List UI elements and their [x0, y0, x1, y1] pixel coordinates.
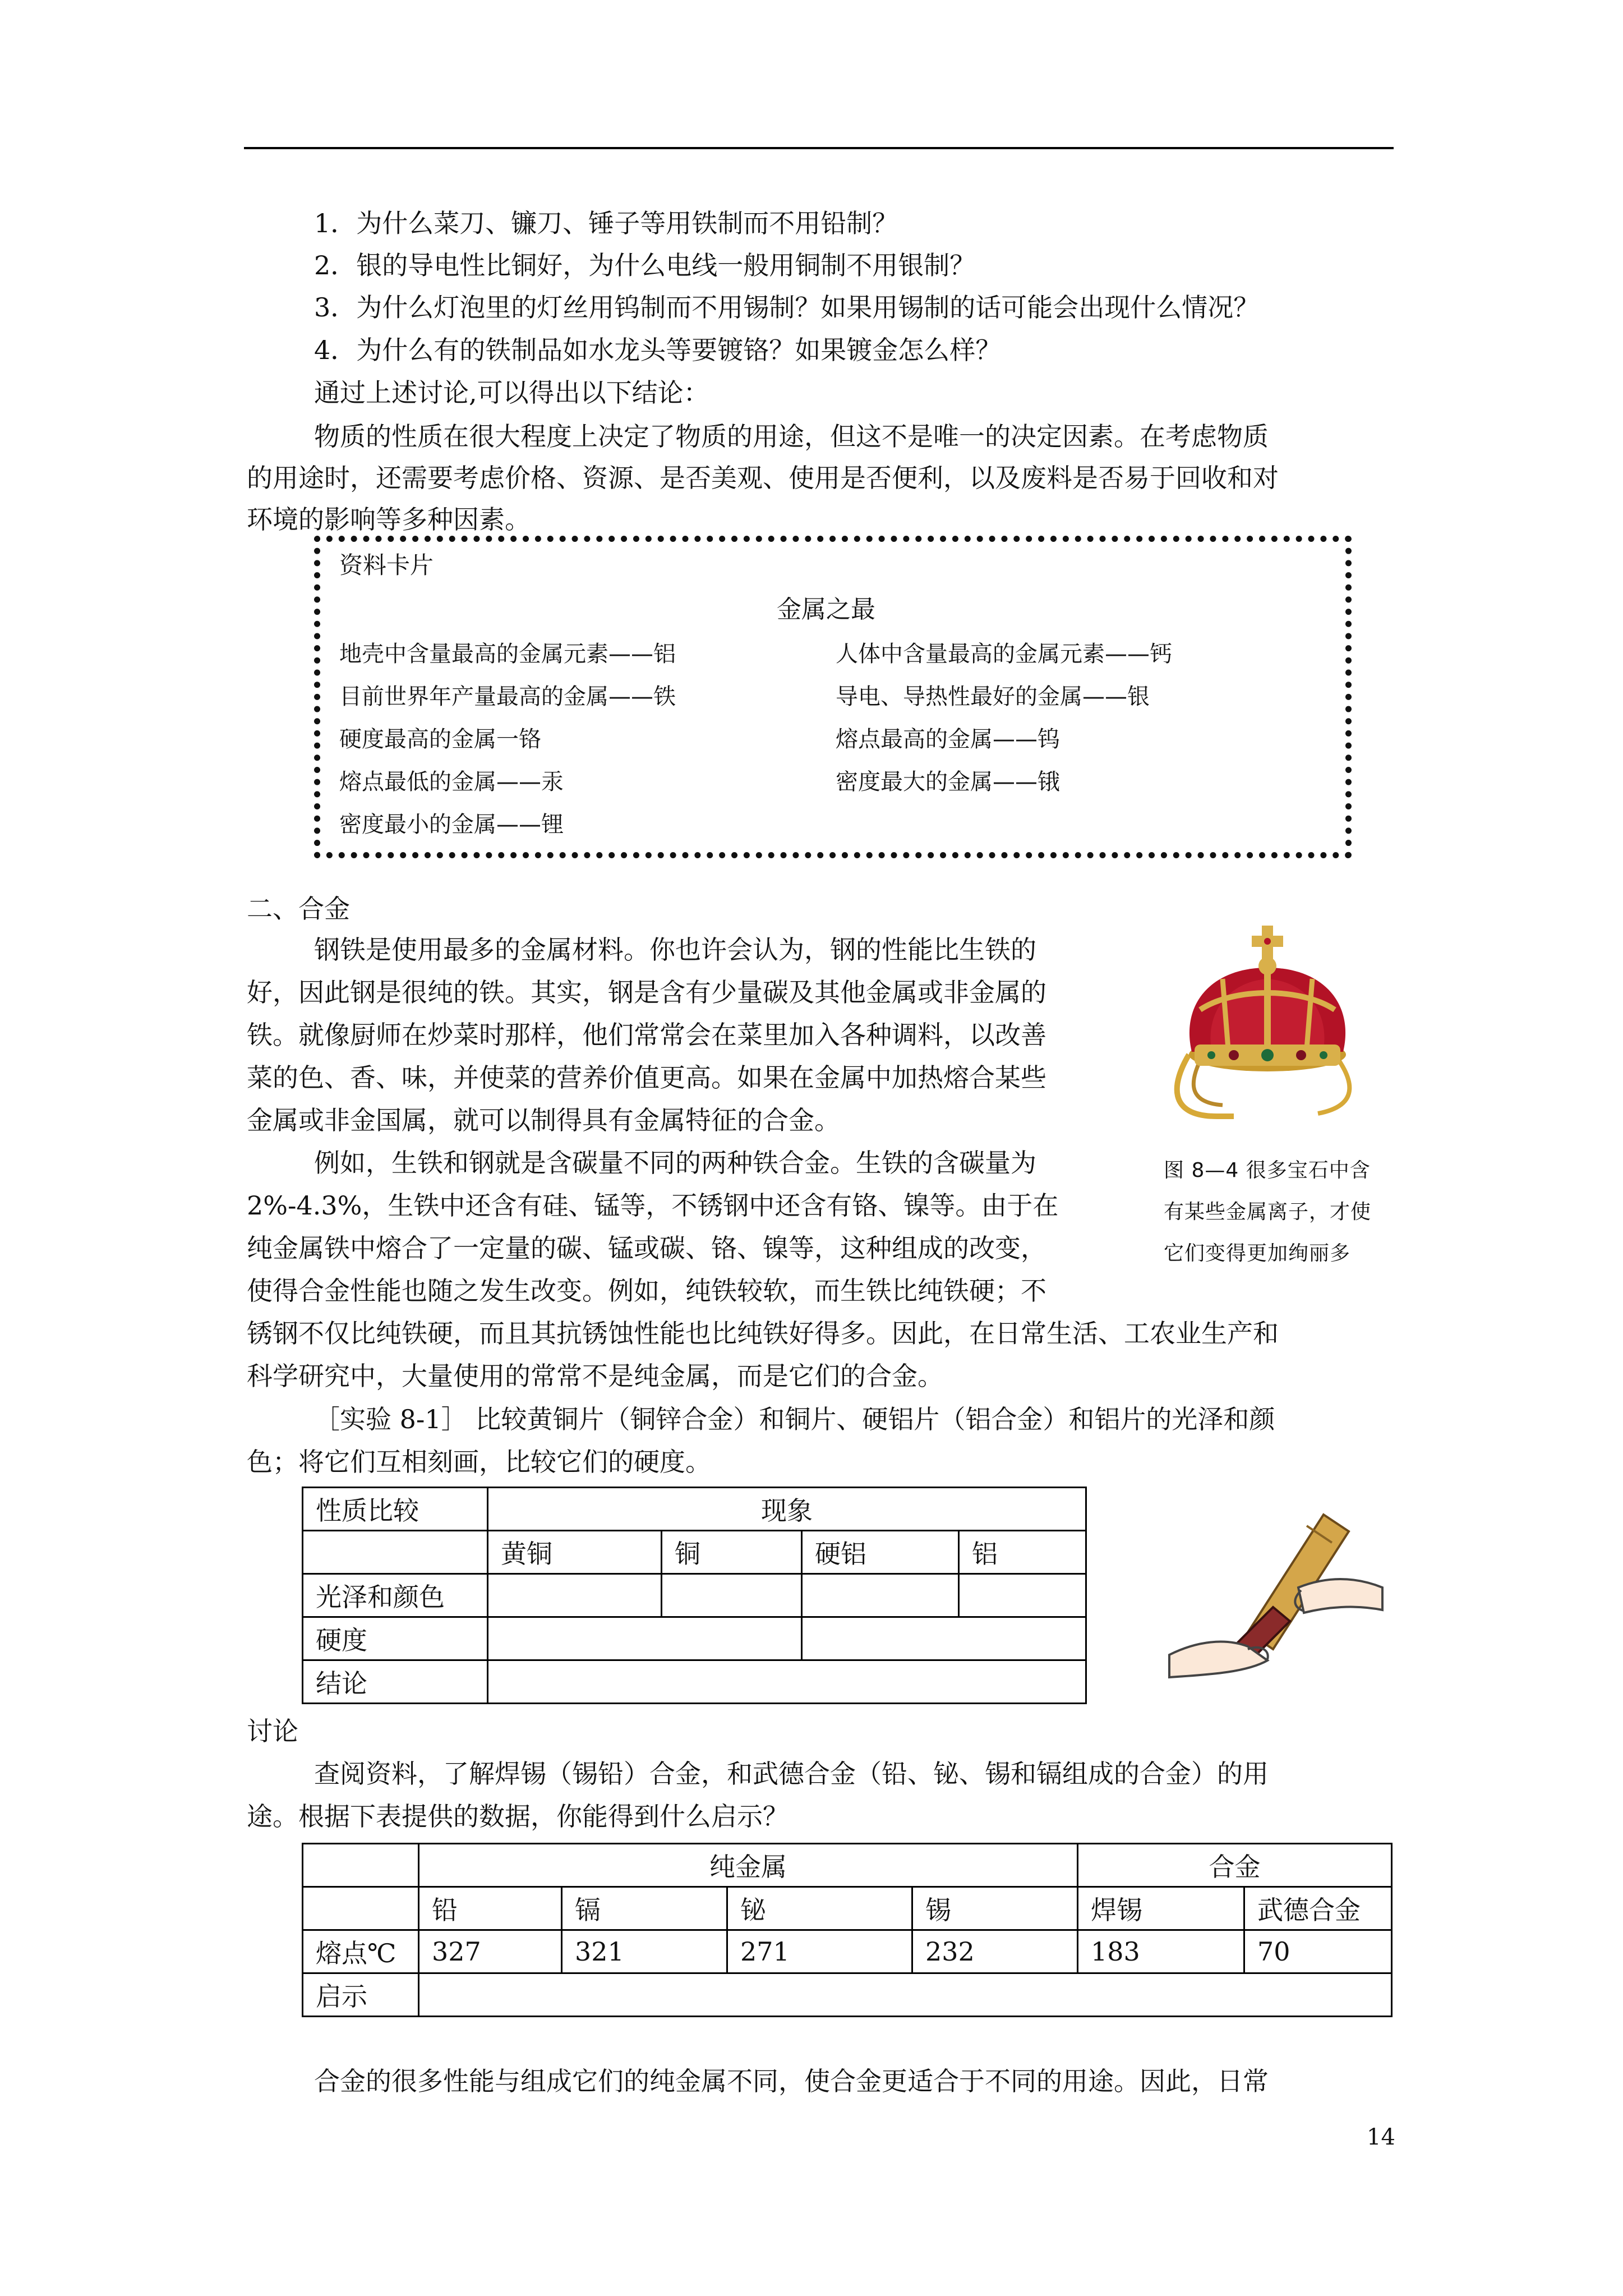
figure-caption-1: 图 8—4 很多宝石中含: [1164, 1159, 1371, 1182]
info-left-4: 熔点最低的金属——汞: [339, 769, 564, 795]
info-left-1: 地壳中含量最高的金属元素——铝: [339, 641, 676, 667]
discussion-line-1: 查阅资料，了解焊锡（锡铅）合金，和武德合金（铅、铋、锡和镉组成的合金）的用: [314, 1759, 1269, 1789]
figure-caption-2: 有某些金属离子，才使: [1164, 1200, 1372, 1223]
alloy-line-8: 纯金属铁中熔合了一定量的碳、锰或碳、铬、镍等，这种组成的改变，: [247, 1233, 1046, 1263]
table2-col-2: 镉: [562, 1887, 727, 1930]
alloy-line-7: 2%-4.3%，生铁中还含有硅、锰等，不锈钢中还含有铬、镍等。由于在: [247, 1190, 1059, 1221]
info-card-title: 金属之最: [777, 595, 875, 624]
table-cell: [488, 1617, 802, 1660]
table-cell: [488, 1660, 1086, 1704]
table1-header: 性质比较: [303, 1488, 488, 1531]
experiment-line-1: ［实验 8-1］ 比较黄铜片（铜锌合金）和铜片、硬铝片（铝合金）和铝片的光泽和颜: [314, 1404, 1275, 1434]
table1-row-2: 硬度: [303, 1617, 488, 1660]
page-number: 14: [1367, 2124, 1395, 2150]
alloy-line-10: 锈钢不仅比纯铁硬，而且其抗锈蚀性能也比纯铁好得多。因此，在日常生活、工农业生产和: [247, 1318, 1279, 1349]
scratch-illustration: [1164, 1492, 1388, 1688]
alloy-line-9: 使得合金性能也随之发生改变。例如，纯铁较软，而生铁比纯铁硬；不: [247, 1276, 1046, 1306]
table2-value: 327: [419, 1930, 562, 1973]
info-left-5: 密度最小的金属——锂: [339, 812, 564, 838]
table2-value: 183: [1078, 1930, 1244, 1973]
conclusion-intro: 通过上述讨论,可以得出以下结论：: [314, 378, 709, 408]
table2-col-1: 铅: [419, 1887, 562, 1930]
table2-col-6: 武德合金: [1244, 1887, 1392, 1930]
alloy-line-11: 科学研究中，大量使用的常常不是纯金属，而是它们的合金。: [247, 1361, 943, 1391]
table2-row-melting: 熔点℃: [303, 1930, 419, 1973]
table1-group: 现象: [488, 1488, 1086, 1531]
experiment-line-2: 色；将它们互相刻画，比较它们的硬度。: [247, 1447, 711, 1477]
alloy-line-3: 铁。就像厨师在炒菜时那样，他们常常会在菜里加入各种调料，以改善: [247, 1020, 1046, 1050]
discussion-line-2: 途。根据下表提供的数据，你能得到什么启示？: [247, 1801, 789, 1832]
discussion-title: 讨论: [247, 1716, 298, 1746]
question-2: 2．银的导电性比铜好，为什么电线一般用铜制不用银制？: [314, 250, 976, 280]
info-right-1: 人体中含量最高的金属元素——钙: [836, 641, 1172, 667]
table2-col-3: 铋: [727, 1887, 912, 1930]
experiment-table: [302, 1487, 1087, 1704]
figure-caption-3: 它们变得更加绚丽多: [1164, 1242, 1351, 1265]
header-rule: [244, 147, 1394, 149]
table-cell: [802, 1574, 959, 1617]
info-right-4: 密度最大的金属——锇: [836, 769, 1060, 795]
table1-empty: [303, 1531, 488, 1574]
info-left-3: 硬度最高的金属一铬: [339, 726, 541, 752]
table2-value: 321: [562, 1930, 727, 1973]
alloy-line-1: 钢铁是使用最多的金属材料。你也许会认为，钢的性能比生铁的: [314, 935, 1036, 965]
table2-value: 232: [912, 1930, 1078, 1973]
conclusion-line-2: 的用途时，还需要考虑价格、资源、是否美观、使用是否便利，以及废料是否易于回收和对: [247, 463, 1279, 493]
table2-value: 70: [1244, 1930, 1392, 1973]
table2-value: 271: [727, 1930, 912, 1973]
section-title: 二、合金: [247, 894, 350, 924]
crown-illustration: [1150, 914, 1385, 1128]
table-cell: [488, 1574, 662, 1617]
final-line: 合金的很多性能与组成它们的纯金属不同，使合金更适合于不同的用途。因此，日常: [314, 2066, 1269, 2096]
melting-point-table: [302, 1843, 1393, 2017]
table-cell: [662, 1574, 802, 1617]
table1-col-4: 铝: [959, 1531, 1086, 1574]
alloy-line-6: 例如，生铁和钢就是含碳量不同的两种铁合金。生铁的含碳量为: [314, 1148, 1036, 1178]
question-1: 1．为什么菜刀、镰刀、锤子等用铁制而不用铅制？: [314, 208, 898, 238]
alloy-line-4: 菜的色、香、味，并使菜的营养价值更高。如果在金属中加热熔合某些: [247, 1062, 1046, 1093]
table2-empty: [303, 1844, 419, 1887]
table1-row-3: 结论: [303, 1660, 488, 1704]
table-cell: [802, 1617, 1086, 1660]
alloy-line-2: 好，因此钢是很纯的铁。其实，钢是含有少量碳及其他金属或非金属的: [247, 977, 1046, 1007]
question-3: 3．为什么灯泡里的灯丝用钨制而不用锡制？如果用锡制的话可能会出现什么情况？: [314, 292, 1260, 323]
table2-group-alloy: 合金: [1078, 1844, 1392, 1887]
table-cell: [419, 1973, 1392, 2017]
table2-group-pure: 纯金属: [419, 1844, 1078, 1887]
question-4: 4．为什么有的铁制品如水龙头等要镀铬？如果镀金怎么样？: [314, 335, 1002, 365]
table2-col-5: 焊锡: [1078, 1887, 1244, 1930]
table2-empty: [303, 1887, 419, 1930]
info-card-label: 资料卡片: [339, 551, 434, 579]
table1-row-1: 光泽和颜色: [303, 1574, 488, 1617]
alloy-line-5: 金属或非金国属，就可以制得具有金属特征的合金。: [247, 1105, 840, 1135]
table1-col-1: 黄铜: [488, 1531, 662, 1574]
info-left-2: 目前世界年产量最高的金属——铁: [339, 684, 676, 710]
conclusion-line-3: 环境的影响等多种因素。: [247, 504, 531, 535]
info-right-2: 导电、导热性最好的金属——银: [836, 684, 1150, 710]
table2-row-insight: 启示: [303, 1973, 419, 2017]
info-right-3: 熔点最高的金属——钨: [836, 726, 1060, 752]
table1-col-2: 铜: [662, 1531, 802, 1574]
table1-col-3: 硬铝: [802, 1531, 959, 1574]
table2-col-4: 锡: [912, 1887, 1078, 1930]
conclusion-line-1: 物质的性质在很大程度上决定了物质的用途，但这不是唯一的决定因素。在考虑物质: [314, 421, 1269, 452]
table-cell: [959, 1574, 1086, 1617]
